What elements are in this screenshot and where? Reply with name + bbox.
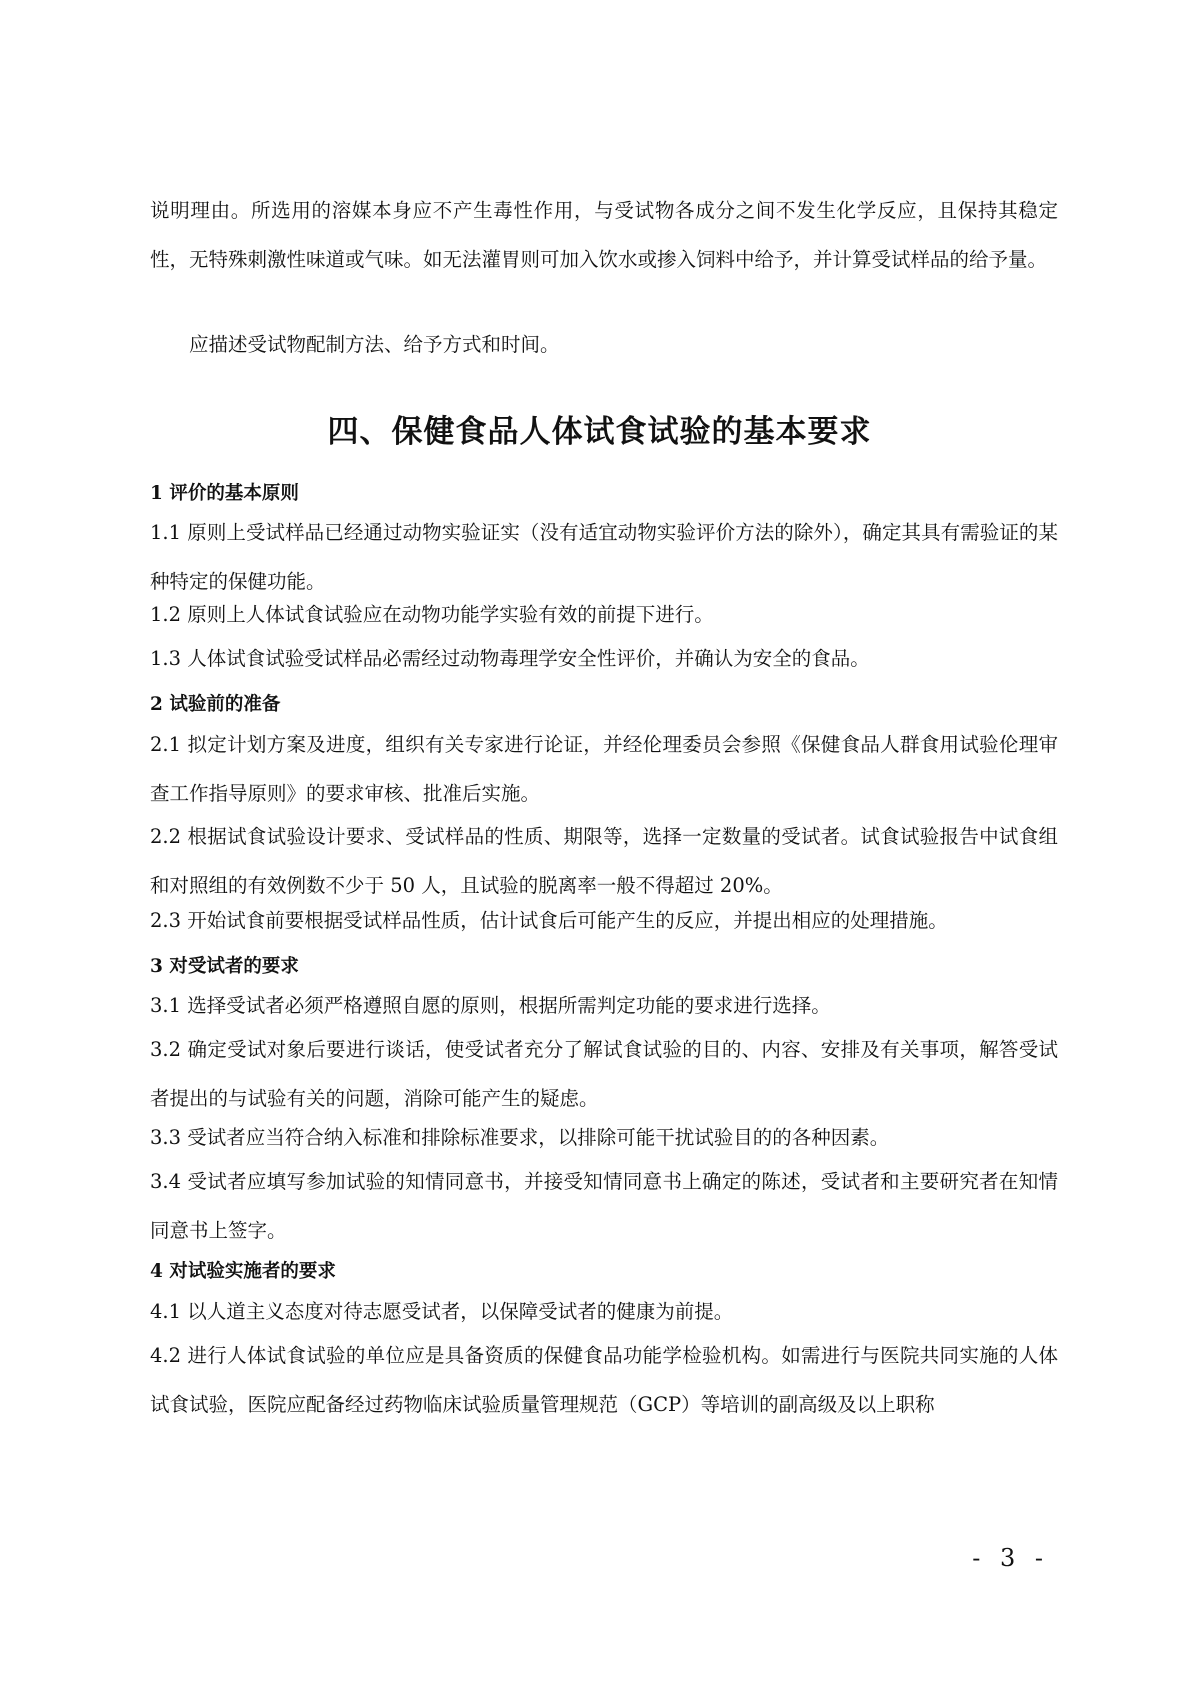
item-2-3: 2.3 开始试食前要根据受试样品性质，估计试食后可能产生的反应，并提出相应的处理措施。: [150, 909, 948, 932]
item-4-1: 4.1 以人道主义态度对待志愿受试者，以保障受试者的健康为前提。: [150, 1300, 734, 1323]
item-3-3: 3.3 受试者应当符合纳入标准和排除标准要求，以排除可能干扰试验目的的各种因素。: [150, 1126, 890, 1149]
chapter-title: 四、保健食品人体试食试验的基本要求: [327, 414, 872, 450]
paragraph-describe-method: 应描述受试物配制方法、给予方式和时间。: [189, 333, 560, 356]
item-4-2: 4.2 进行人体试食试验的单位应是具备资质的保健食品功能学检验机构。如需进行与医院共同实施的人体试食试验，医院应配备经过药物临床试验质量管理规范（GCP）等培训的副高级及以上职称: [150, 1344, 1058, 1416]
item-1-3: 1.3 人体试食试验受试样品必需经过动物毒理学安全性评价，并确认为安全的食品。: [150, 647, 870, 670]
section-heading-2: 2 试验前的准备: [150, 694, 281, 715]
item-1-1: 1.1 原则上受试样品已经通过动物实验证实（没有适宜动物实验评价方法的除外），确定其具有需验证的某种特定的保健功能。: [150, 521, 1058, 593]
item-3-4: 3.4 受试者应填写参加试验的知情同意书，并接受知情同意书上确定的陈述，受试者和主要研究者在知情同意书上签字。: [150, 1170, 1058, 1242]
page-number: - 3 -: [972, 1544, 1049, 1572]
section-heading-3: 3 对受试者的要求: [150, 956, 299, 977]
item-2-2: 2.2 根据试食试验设计要求、受试样品的性质、期限等，选择一定数量的受试者。试食试验报告中试食组和对照组的有效例数不少于 50 人，且试验的脱离率一般不得超过 20%。: [150, 825, 1058, 897]
section-heading-4: 4 对试验实施者的要求: [150, 1261, 336, 1282]
item-3-1: 3.1 选择受试者必须严格遵照自愿的原则，根据所需判定功能的要求进行选择。: [150, 994, 831, 1017]
item-2-1: 2.1 拟定计划方案及进度，组织有关专家进行论证，并经伦理委员会参照《保健食品人群食用试验伦理审查工作指导原则》的要求审核、批准后实施。: [150, 733, 1058, 805]
paragraph-solvent-rationale: 说明理由。所选用的溶媒本身应不产生毒性作用，与受试物各成分之间不发生化学反应，且保持其稳定性，无特殊刺激性味道或气味。如无法灌胃则可加入饮水或掺入饲料中给予，并计算受试样品的给予量。: [150, 199, 1058, 271]
section-heading-1: 1 评价的基本原则: [150, 483, 299, 504]
item-3-2: 3.2 确定受试对象后要进行谈话，使受试者充分了解试食试验的目的、内容、安排及有关事项，解答受试者提出的与试验有关的问题，消除可能产生的疑虑。: [150, 1038, 1058, 1110]
item-1-2: 1.2 原则上人体试食试验应在动物功能学实验有效的前提下进行。: [150, 603, 714, 626]
